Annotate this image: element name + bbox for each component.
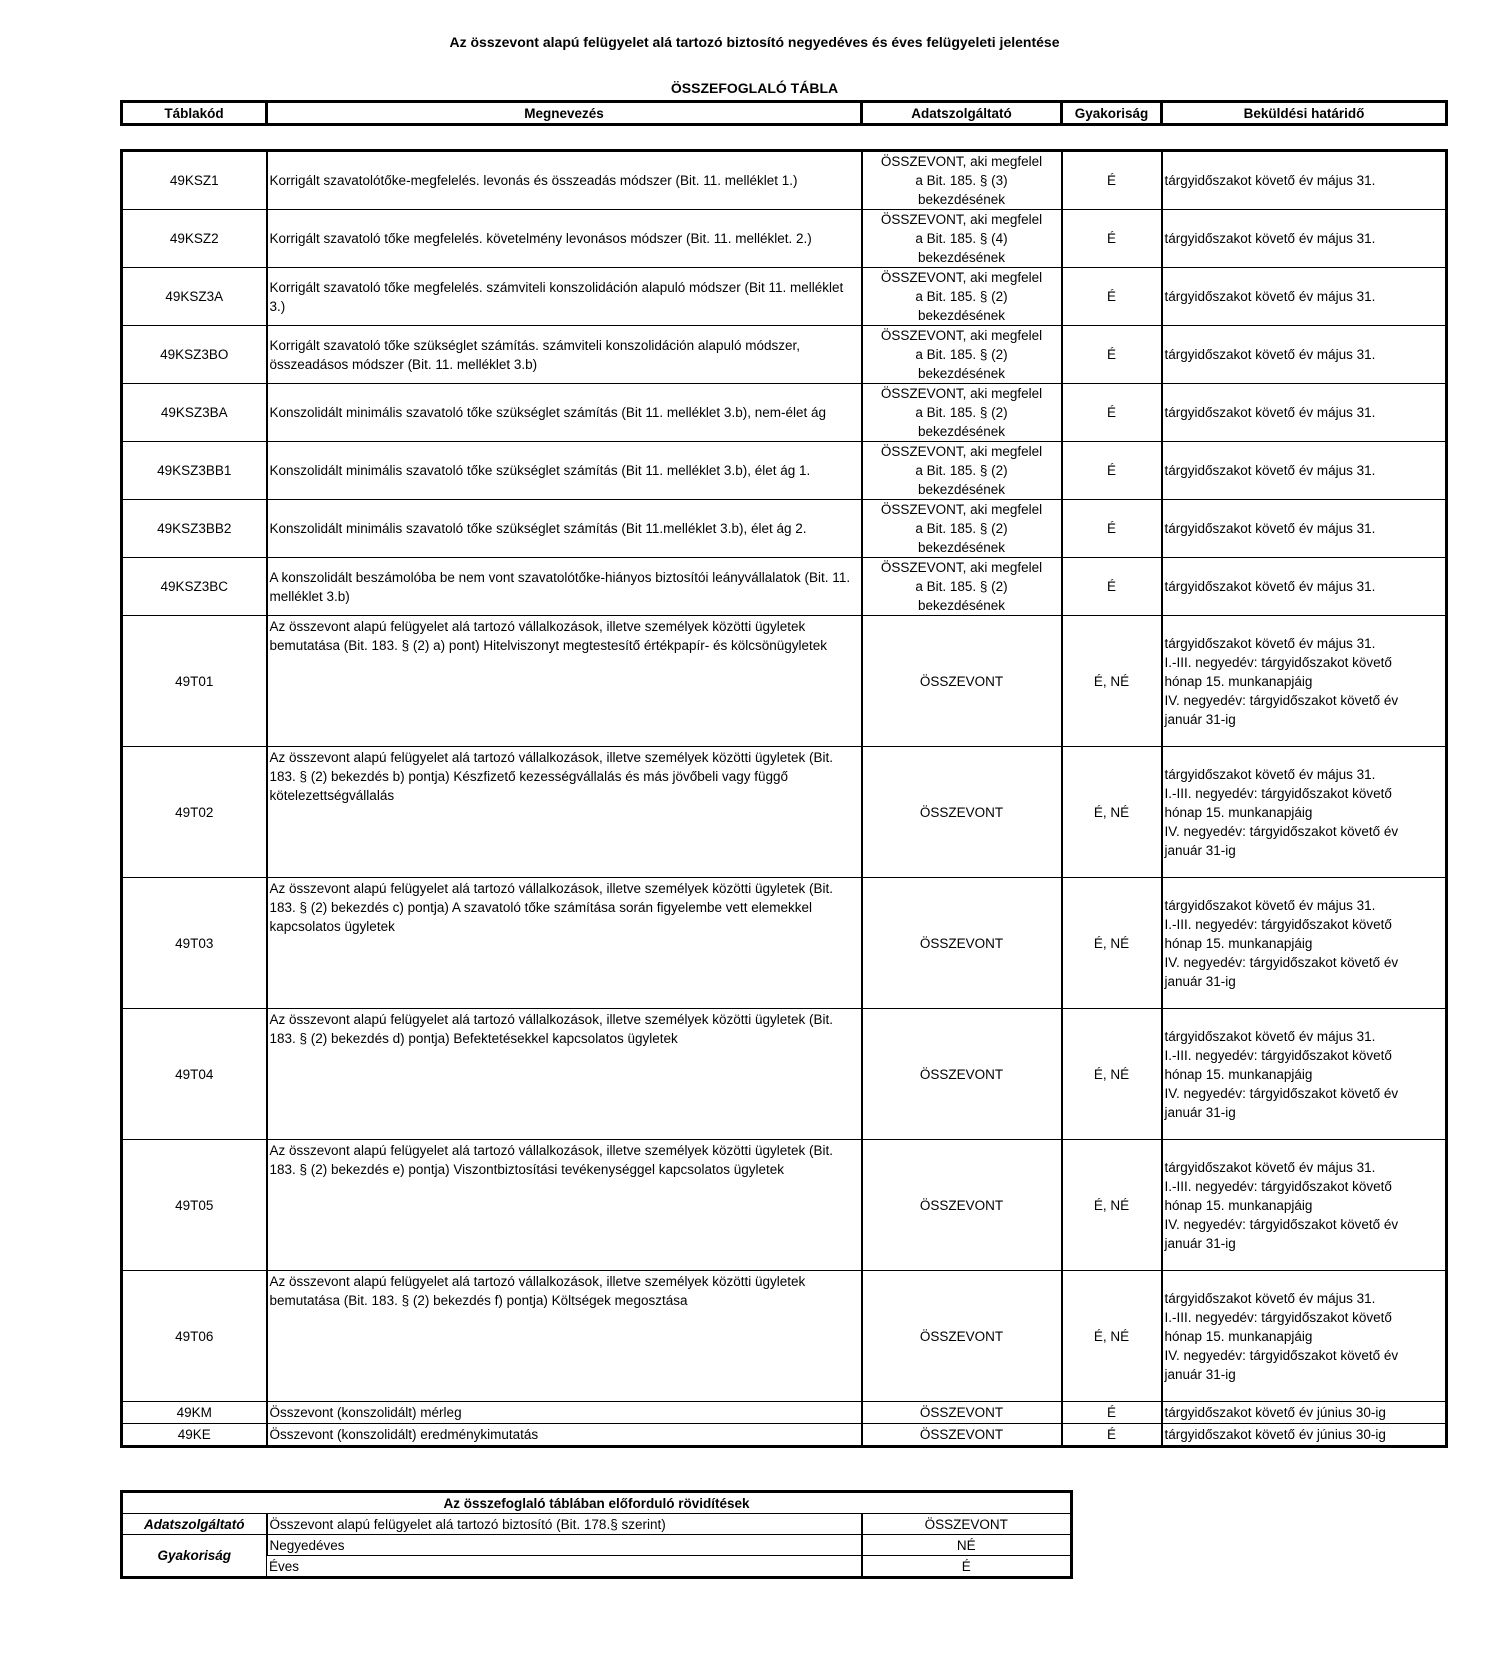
deadline-line: tárgyidőszakot követő év június 30-ig [1164,1427,1386,1442]
deadline-line: IV. negyedév: tárgyidőszakot követő év [1164,823,1399,839]
provider-line: bekezdésének [917,540,1006,555]
table-code-cell: 49KSZ3BO [122,326,267,384]
table-code-cell: 49T06 [122,1271,267,1402]
header-code: Táblakód [122,102,267,125]
table-provider-cell [862,1271,1062,1402]
table-row [122,268,1447,326]
table-frequency-cell: É, NÉ [1062,878,1162,1009]
table-provider-cell [862,268,1062,326]
provider-line: ÖSSZEVONT, aki megfelel [880,386,1043,401]
provider-line: bekezdésének [917,482,1006,497]
deadline-line: január 31-ig [1164,1104,1236,1120]
provider-line: ÖSSZEVONT, aki megfelel [880,212,1043,227]
abbr-annual-desc: Éves [267,1556,862,1578]
deadline-line: I.-III. negyedév: tárgyidőszakot követő [1164,1047,1392,1063]
header-provider: Adatszolgáltató [862,102,1062,125]
deadline-line: tárgyidőszakot követő év május 31. [1164,463,1376,478]
table-provider-cell [862,442,1062,500]
table-provider-cell [862,384,1062,442]
provider-line: ÖSSZEVONT, aki megfelel [880,502,1043,517]
table-title: ÖSSZEFOGLALÓ TÁBLA [670,80,839,96]
deadline-line: január 31-ig [1164,842,1236,858]
deadline-line: hónap 15. munkanapjáig [1164,1197,1313,1213]
table-deadline-cell [1162,1402,1447,1424]
provider-line: ÖSSZEVONT, aki megfelel [880,560,1043,575]
table-provider-cell [862,558,1062,616]
table-frequency-cell: É, NÉ [1062,747,1162,878]
provider-line: ÖSSZEVONT, aki megfelel [880,154,1043,169]
table-code-cell: 49T03 [122,878,267,1009]
abbr-title-row [122,1492,1072,1514]
table-name-cell: Konszolidált minimális szavatoló tőke szükséglet számítás (Bit 11. melléklet 3.b), élet ág 1. [267,442,862,500]
table-code-cell: 49T04 [122,1009,267,1140]
deadline-line: január 31-ig [1164,1235,1236,1251]
table-name-cell: A konszolidált beszámolóba be nem vont szavatolótőke-hiányos biztosítói leányvállalatok (Bit. 11. melléklet 3.b) [267,558,862,616]
provider-line: ÖSSZEVONT [919,673,1004,689]
table-deadline-cell [1162,1140,1447,1271]
table-frequency-cell: É [1062,268,1162,326]
deadline-line: hónap 15. munkanapjáig [1164,935,1313,951]
table-row [122,1271,1447,1402]
table-name-cell: Konszolidált minimális szavatoló tőke szükséglet számítás (Bit 11.melléklet 3.b), élet ág 2. [267,500,862,558]
table-row [122,210,1447,268]
deadline-line: hónap 15. munkanapjáig [1164,804,1313,820]
provider-line: a Bit. 185. § (2) [915,347,1008,362]
table-deadline-cell [1162,268,1447,326]
table-row [122,878,1447,1009]
header-row [122,102,1447,125]
abbr-quarterly-desc: Negyedéves [267,1535,862,1556]
table-deadline-cell [1162,210,1447,268]
table-name-cell: Összevont (konszolidált) mérleg [267,1402,862,1424]
table-frequency-cell: É [1062,1424,1162,1447]
table-code-cell: 49KSZ3A [122,268,267,326]
provider-line: ÖSSZEVONT [919,1328,1004,1344]
header-deadline: Beküldési határidő [1162,102,1447,125]
abbr-annual-value: É [862,1556,1072,1578]
table-frequency-cell: É, NÉ [1062,1009,1162,1140]
deadline-line: tárgyidőszakot követő év május 31. [1164,579,1376,594]
provider-line: a Bit. 185. § (3) [915,173,1008,188]
provider-line: a Bit. 185. § (4) [915,231,1008,246]
table-provider-cell [862,326,1062,384]
deadline-line: I.-III. negyedév: tárgyidőszakot követő [1164,916,1392,932]
deadline-line: I.-III. negyedév: tárgyidőszakot követő [1164,1178,1392,1194]
deadline-line: tárgyidőszakot követő év május 31. [1164,1290,1376,1306]
table-frequency-cell: É [1062,384,1162,442]
deadline-line: tárgyidőszakot követő év május 31. [1164,347,1376,362]
table-deadline-cell [1162,616,1447,747]
table-name-cell: Korrigált szavatoló tőke megfelelés. követelmény levonásos módszer (Bit. 11. melléklet. 2.) [267,210,862,268]
deadline-line: hónap 15. munkanapjáig [1164,673,1313,689]
table-row [122,1402,1447,1424]
provider-line: bekezdésének [917,366,1006,381]
table-deadline-cell [1162,442,1447,500]
deadline-line: január 31-ig [1164,711,1236,727]
table-provider-cell [862,500,1062,558]
deadline-line: tárgyidőszakot követő év május 31. [1164,635,1376,651]
deadline-line: IV. negyedév: tárgyidőszakot követő év [1164,1347,1399,1363]
deadline-line: tárgyidőszakot követő év május 31. [1164,231,1376,246]
header-name: Megnevezés [267,102,862,125]
header-frequency: Gyakoriság [1062,102,1162,125]
table-code-cell: 49KE [122,1424,267,1447]
table-name-cell: Összevont (konszolidált) eredménykimutatás [267,1424,862,1447]
deadline-line: I.-III. negyedév: tárgyidőszakot követő [1164,1309,1392,1325]
table-code-cell: 49KSZ3BB2 [122,500,267,558]
provider-line: a Bit. 185. § (2) [915,289,1008,304]
table-provider-cell [862,878,1062,1009]
deadline-line: tárgyidőszakot követő év június 30-ig [1164,1405,1386,1420]
table-code-cell: 49T01 [122,616,267,747]
deadline-line: tárgyidőszakot követő év május 31. [1164,173,1376,188]
table-row [122,1424,1447,1447]
table-frequency-cell: É [1062,210,1162,268]
deadline-line: tárgyidőszakot követő év május 31. [1164,405,1376,420]
table-frequency-cell: É [1062,1402,1162,1424]
provider-line: bekezdésének [917,424,1006,439]
table-deadline-cell [1162,500,1447,558]
provider-line: ÖSSZEVONT [919,935,1004,951]
provider-line: bekezdésének [917,308,1006,323]
provider-line: ÖSSZEVONT [919,1197,1004,1213]
table-deadline-cell [1162,747,1447,878]
table-name-cell: Az összevont alapú felügyelet alá tartozó vállalkozások, illetve személyek közötti ügyletek (Bit. 183. § (2) bekezdés c) pontja) A szavatoló tőke számítása során figyelembe vett elemekkel kapcsolatos ügyletek [267,878,862,1009]
table-row [122,1140,1447,1271]
provider-line: ÖSSZEVONT, aki megfelel [880,328,1043,343]
deadline-line: hónap 15. munkanapjáig [1164,1066,1313,1082]
provider-line: bekezdésének [917,598,1006,613]
provider-line: a Bit. 185. § (2) [915,521,1008,536]
provider-line: bekezdésének [917,192,1006,207]
provider-line: a Bit. 185. § (2) [915,579,1008,594]
deadline-line: tárgyidőszakot követő év május 31. [1164,289,1376,304]
table-deadline-cell [1162,1424,1447,1447]
abbr-quarterly-value: NÉ [862,1535,1072,1556]
provider-line: a Bit. 185. § (2) [915,463,1008,478]
table-provider-cell [862,1402,1062,1424]
table-frequency-cell: É [1062,326,1162,384]
table-provider-cell [862,1424,1062,1447]
table-code-cell: 49KSZ3BB1 [122,442,267,500]
table-row [122,442,1447,500]
table-code-cell: 49KM [122,1402,267,1424]
table-deadline-cell [1162,151,1447,210]
table-code-cell: 49KSZ3BA [122,384,267,442]
provider-line: a Bit. 185. § (2) [915,405,1008,420]
table-name-cell: Az összevont alapú felügyelet alá tartozó vállalkozások, illetve személyek közötti ügyletek bemutatása (Bit. 183. § (2) a) pont) Hitelviszonyt megtestesítő értékpapír- és kölcsönügyletek [267,616,862,747]
summary-table [120,149,1448,1448]
provider-line: ÖSSZEVONT [919,1066,1004,1082]
deadline-line: tárgyidőszakot követő év május 31. [1164,1159,1376,1175]
table-name-cell: Korrigált szavatoló tőke megfelelés. számviteli konszolidáción alapuló módszer (Bit 11. melléklet 3.) [267,268,862,326]
table-frequency-cell: É, NÉ [1062,1140,1162,1271]
table-code-cell: 49KSZ3BC [122,558,267,616]
provider-line: ÖSSZEVONT [919,804,1004,820]
deadline-line: I.-III. negyedév: tárgyidőszakot követő [1164,654,1392,670]
table-deadline-cell [1162,1271,1447,1402]
table-deadline-cell [1162,384,1447,442]
table-name-cell: Korrigált szavatoló tőke szükséglet számítás. számviteli konszolidáción alapuló módszer, összeadásos módszer (Bit. 11. melléklet 3.b) [267,326,862,384]
abbr-quarterly-row [122,1535,1072,1556]
table-frequency-cell: É, NÉ [1062,1271,1162,1402]
table-row [122,326,1447,384]
abbr-provider-label: Adatszolgáltató [122,1514,267,1535]
table-row [122,558,1447,616]
table-row [122,1009,1447,1140]
document-title: Az összevont alapú felügyelet alá tartozó biztosító negyedéves és éves felügyeleti jelentése [449,34,1060,50]
table-frequency-cell: É, NÉ [1062,616,1162,747]
provider-line: bekezdésének [917,250,1006,265]
deadline-line: hónap 15. munkanapjáig [1164,1328,1313,1344]
abbreviations-table [120,1490,1073,1579]
table-provider-cell [862,747,1062,878]
deadline-line: tárgyidőszakot követő év május 31. [1164,521,1376,536]
table-name-cell: Az összevont alapú felügyelet alá tartozó vállalkozások, illetve személyek közötti ügyletek (Bit. 183. § (2) bekezdés b) pontja) Készfizető kezességvállalás és más jövőbeli vagy függő kötelezettségvállalás [267,747,862,878]
abbr-provider-row [122,1514,1072,1535]
table-code-cell: 49KSZ2 [122,210,267,268]
table-provider-cell [862,616,1062,747]
abbr-provider-desc: Összevont alapú felügyelet alá tartozó biztosító (Bit. 178.§ szerint) [267,1514,862,1535]
deadline-line: január 31-ig [1164,973,1236,989]
table-name-cell: Az összevont alapú felügyelet alá tartozó vállalkozások, illetve személyek közötti ügyletek (Bit. 183. § (2) bekezdés e) pontja) Viszontbiztosítási tevékenységgel kapcsolatos ügyletek [267,1140,862,1271]
deadline-line: IV. negyedév: tárgyidőszakot követő év [1164,1216,1399,1232]
table-frequency-cell: É [1062,558,1162,616]
table-name-cell: Korrigált szavatolótőke-megfelelés. levonás és összeadás módszer (Bit. 11. melléklet 1.) [267,151,862,210]
deadline-line: IV. negyedév: tárgyidőszakot követő év [1164,954,1399,970]
table-frequency-cell: É [1062,151,1162,210]
table-deadline-cell [1162,878,1447,1009]
table-name-cell: Az összevont alapú felügyelet alá tartozó vállalkozások, illetve személyek közötti ügyletek bemutatása (Bit. 183. § (2) bekezdés f) pontja) Költségek megosztása [267,1271,862,1402]
deadline-line: tárgyidőszakot követő év május 31. [1164,766,1376,782]
table-name-cell: Konszolidált minimális szavatoló tőke szükséglet számítás (Bit 11. melléklet 3.b), nem-élet ág [267,384,862,442]
table-code-cell: 49T02 [122,747,267,878]
table-row [122,616,1447,747]
provider-line: ÖSSZEVONT, aki megfelel [880,270,1043,285]
table-name-cell: Az összevont alapú felügyelet alá tartozó vállalkozások, illetve személyek közötti ügyletek (Bit. 183. § (2) bekezdés d) pontja) Befektetésekkel kapcsolatos ügyletek [267,1009,862,1140]
table-deadline-cell [1162,326,1447,384]
table-provider-cell [862,210,1062,268]
provider-line: ÖSSZEVONT, aki megfelel [880,444,1043,459]
abbr-frequency-label: Gyakoriság [122,1535,267,1578]
deadline-line: IV. negyedév: tárgyidőszakot követő év [1164,692,1399,708]
table-deadline-cell [1162,1009,1447,1140]
provider-line: ÖSSZEVONT [919,1427,1004,1442]
deadline-line: tárgyidőszakot követő év május 31. [1164,1028,1376,1044]
deadline-line: január 31-ig [1164,1366,1236,1382]
provider-line: ÖSSZEVONT [919,1405,1004,1420]
deadline-line: I.-III. negyedév: tárgyidőszakot követő [1164,785,1392,801]
deadline-line: IV. negyedév: tárgyidőszakot követő év [1164,1085,1399,1101]
table-provider-cell [862,1009,1062,1140]
table-code-cell: 49T05 [122,1140,267,1271]
table-frequency-cell: É [1062,442,1162,500]
table-code-cell: 49KSZ1 [122,151,267,210]
table-row [122,151,1447,210]
deadline-line: tárgyidőszakot követő év május 31. [1164,897,1376,913]
table-row [122,500,1447,558]
table-deadline-cell [1162,558,1447,616]
table-frequency-cell: É [1062,500,1162,558]
abbreviations-title: Az összefoglaló táblában előforduló rövidítések [122,1492,1072,1514]
header-table [120,100,1448,126]
table-provider-cell [862,1140,1062,1271]
table-row [122,747,1447,878]
table-row [122,384,1447,442]
table-provider-cell [862,151,1062,210]
abbr-provider-value: ÖSSZEVONT [862,1514,1072,1535]
